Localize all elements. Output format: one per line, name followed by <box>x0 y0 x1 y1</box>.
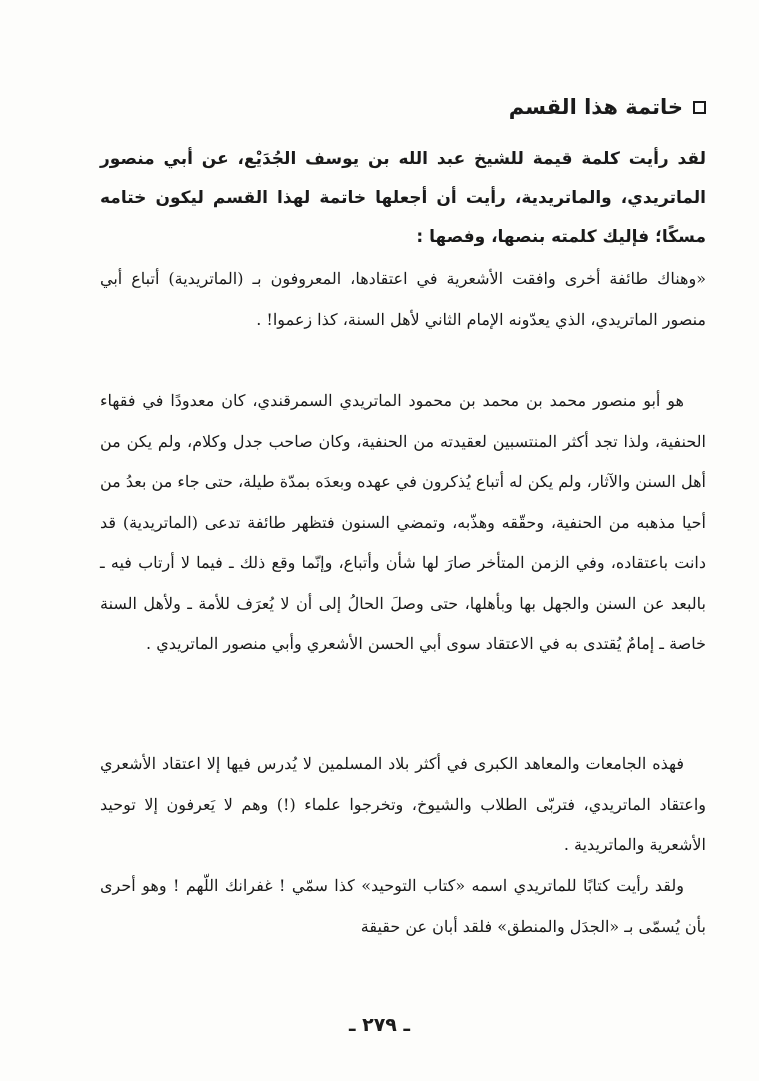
section-heading <box>509 92 706 122</box>
quote-paragraph-2-text: هو أبو منصور محمد بن محمد بن محمود الماتريدي السمرقندي، كان معدودًا في فقهاء الحنفية، ولذا تجد أكثر المنتسبين لعقيدته من الحنفية، وكان صاحب جدل وكلام، ولم يكن من أهل السنن والآثار، ولم يكن له أتباع يُذكرون في عهده وبعدَه بمدّة طيلة، حتى جاء من بعدُ من أحيا مذهبه من الحنفية، وحقّقه وهذّبه، وتمضي السنون فتظهر طائفة تدعى (الماتريدية) قد دانت باعتقاده، وفي الزمن المتأخر صارَ لها شأن وأتباع، وإنّما وقع ذلك ـ فيما لا أرتاب فيه ـ بالبعد عن السنن والجهل بها وبأهلها، حتى وصلَ الحالُ إلى أن لا يُعرَف للأمة ـ ولأهل السنة خاصة ـ إمامٌ يُقتدى به في الاعتقاد سوى أبي الحسن الأشعري وأبي منصور الماتريدي . <box>100 391 707 653</box>
section-title: خاتمة هذا القسم <box>508 95 683 119</box>
quote-paragraph-3 <box>100 744 706 866</box>
quote-paragraph-4 <box>100 866 706 947</box>
quote-paragraph-4-text: ولقد رأيت كتابًا للماتريدي اسمه «كتاب التوحيد» كذا سمّي ! غفرانك اللّهم ! وهو أحرى بأن يُسمّى بـ «الجدَل والمنطق» فلقد أبان عن حقيقة <box>100 876 706 936</box>
square-bullet-icon <box>693 101 706 114</box>
quote-paragraph-3-text: فهذه الجامعات والمعاهد الكبرى في أكثر بلاد المسلمين لا يُدرس فيها إلا اعتقاد الأشعري واعتقاد الماتريدي، فتربّى الطلاب والشيوخ، وتخرجوا علماء (!) وهم لا يَعرفون إلا توحيد الأشعرية والماتريدية . <box>100 754 706 854</box>
quote-paragraph-1: «وهناك طائفة أخرى وافقت الأشعرية في اعتقادها، المعروفون بـ (الماتريدية) أتباع أبي منصور الماتريدي، الذي يعدّونه الإمام الثاني لأهل السنة، كذا زعموا! . <box>100 269 706 329</box>
page-number: ـ ٢٧٩ ـ <box>348 1014 410 1036</box>
quote-paragraph-2 <box>100 381 706 665</box>
intro-paragraph: لقد رأيت كلمة قيمة للشيخ عبد الله بن يوسف الجُدَيْع، عن أبي منصور الماتريدي، والماتريدية، رأيت أن أجعلها خاتمة لهذا القسم ليكون ختامه مسكًا؛ فإليك كلمته بنصها، وفصها : <box>100 149 706 247</box>
